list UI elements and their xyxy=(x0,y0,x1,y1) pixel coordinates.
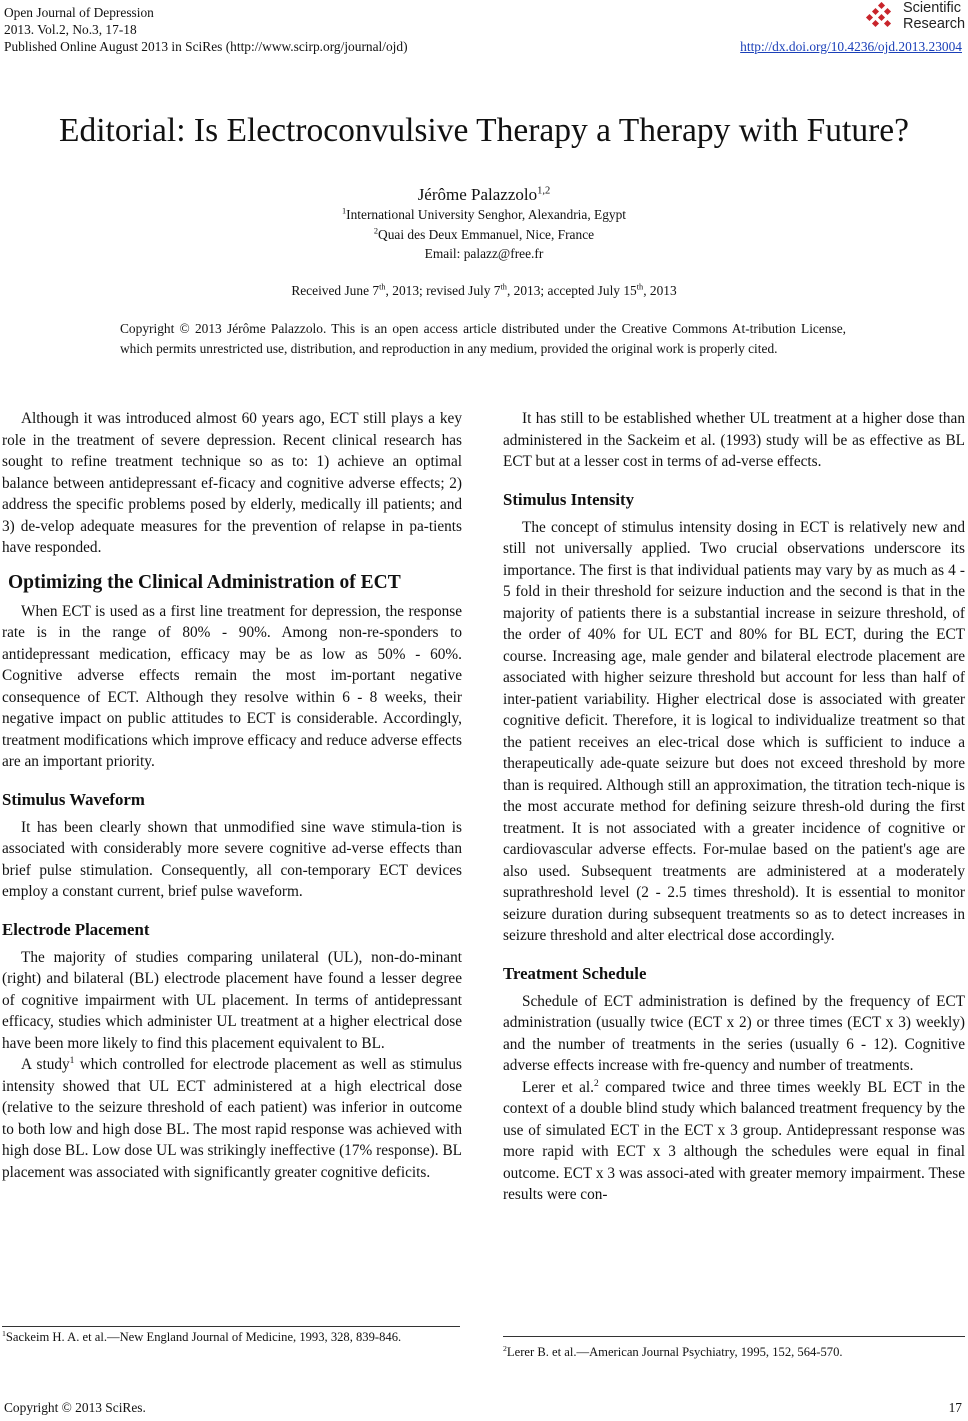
waveform-paragraph: It has been clearly shown that unmodified sine wave stimula-tion is associated with considerably more severe cognitive ad-verse effects than brief pulse stimulation. Consequently, all con-temporary ECT devices employ a constant current, brief pulse waveform. xyxy=(2,818,462,900)
intro-paragraph: Although it was introduced almost 60 years ago, ECT still plays a key role in the treatment of severe depression. Recent clinical research has sought to refine treatment technique so as to: 1) achieve an optimal balance between antidepressant ef-ficacy and cognitive adverse effects; 2) address the specific problems posed by elderly, medically ill patients; and 3) de-velop adequate measures for the prevention of relapse in pa-tients have responded. xyxy=(2,410,462,556)
electrode-paragraph-1: The majority of studies comparing unilateral (UL), non-do-minant (right) and bilateral (BL) electrode placement have found a lesser degree of cognitive impairment with UL placement. In terms of antidepressant efficacy, studies which administer UL treatment at a higher electrical dose have been more likely to find this placement equivalent to BL. xyxy=(2,948,462,1052)
affiliation-1-mark: 1 xyxy=(341,206,347,216)
footnote-1 xyxy=(2,1329,462,1346)
section-heading: Optimizing the Clinical Administration of ECT xyxy=(8,571,401,593)
affiliation-1-text: International University Senghor, Alexandria, Egypt xyxy=(346,207,626,222)
page-number: 17 xyxy=(948,1400,962,1415)
author-email: Email: palazz@free.fr xyxy=(424,246,544,261)
right-footnote-rule xyxy=(503,1336,965,1337)
journal-name: Open Journal of Depression xyxy=(4,5,154,20)
received-text: Received June 7 xyxy=(291,283,380,298)
footnote-2 xyxy=(503,1344,965,1361)
schedule-heading: Treatment Schedule xyxy=(503,963,647,983)
affiliation-2 xyxy=(0,227,968,243)
copyright-notice: Copyright © 2013 Jérôme Palazzolo. This is an open access article distributed under the Creative Commons At-tribution License, which permits unrestricted use, distribution, and reproduction in any medium, provided the original work is properly cited. xyxy=(120,321,846,356)
published-line: Published Online August 2013 in SciRes (http://www.scirp.org/journal/ojd) xyxy=(4,39,408,54)
doi-link[interactable]: http://dx.doi.org/10.4236/ojd.2013.23004 xyxy=(740,39,962,54)
author-line xyxy=(0,185,968,205)
section-paragraph: When ECT is used as a first line treatment for depression, the response rate is in the range of 80% - 90%. Among non-re-sponders to antidepressant medication, efficacy may be as low as 50% - 60%. Cognitive adverse effects remain the most im-portant negative consequence of ECT. Although they resolve within 6 - 8 weeks, their negative impact on public attitudes to ECT is considerable. Accordingly, treatment modifications which improve efficacy and reduce adverse effects are an important priority. xyxy=(2,602,462,770)
author-name: Jérôme Palazzolo xyxy=(417,185,538,204)
electrode-heading: Electrode Placement xyxy=(2,919,150,939)
article-title: Editorial: Is Electroconvulsive Therapy a Therapy with Future? xyxy=(59,112,909,149)
year-text: , 2013 xyxy=(643,283,677,298)
publisher-logo-icon xyxy=(865,2,897,32)
intensity-heading: Stimulus Intensity xyxy=(503,489,635,509)
right-intro-paragraph: It has still to be established whether UL treatment at a higher dose than administered in the Sackeim et al. (1993) study will be as effective as BL ECT but at a lesser cost in terms of ad-verse effects. xyxy=(503,410,965,470)
publisher-logo-line1: Scientific xyxy=(903,0,962,16)
received-sup: th xyxy=(379,282,386,292)
publisher-logo-line2: Research xyxy=(903,16,966,32)
schedule-para2-lead: Lerer et al. xyxy=(522,1078,594,1096)
revised-text: , 2013; revised July 7 xyxy=(385,283,501,298)
received-dates xyxy=(0,283,968,299)
affiliation-1 xyxy=(0,207,968,223)
electrode-para2-body: which controlled for electrode placement as well as stimulus intensity showed that UL ECT administered at a high electrical dose (relative to the seizure threshold of each patient) was inferior in outcome to both low and high dose BL. The most rapid response was achieved with high dose BL. Low dose UL was strikingly ineffective (17% response). BL placement was associated with significantly greater cognitive deficits. xyxy=(2,1056,462,1181)
waveform-heading: Stimulus Waveform xyxy=(2,789,145,809)
author-affiliation-marks: 1,2 xyxy=(537,185,551,197)
schedule-paragraph-1: Schedule of ECT administration is defined by the frequency of ECT administration (usually twice (ECT x 2) or three times (ECT x 3) weekly) and the number of treatments in the series (usually 6 - 12). Cognitive adverse effects increase with fre-quency and number of treatments. xyxy=(503,992,965,1074)
right-column xyxy=(503,408,965,1206)
footnote-2-mark: 2 xyxy=(503,1343,507,1353)
intensity-paragraph: The concept of stimulus intensity dosing in ECT is relatively new and still not universally applied. Two crucial observations underscore its importance. The first is that individual patients may vary by as much as 4 - 5 fold in their threshold for seizure induction and the second is that in the majority of patients there is a substantial increase in seizure threshold, of the order of 40% for UL ECT and 80% for BL ECT, during the ECT course. Increasing age, male gender and bilateral electrode placement are associated with higher seizure threshold but account for less than half of inter-patient variability. Higher electrical dose is associated with greater cognitive deficit. Therefore, it is logical to individualize treatment so that the patient receives an elec-trical dose which is sufficient to induce a therapeutically ade-quate seizure but does not exceed threshold by more than is required. Although still an approximation, the titration tech-nique is the most accurate method for defining seizure thresh-old during the first treatment. It is not associated with a greater incidence of cognitive or cardiovascular adverse effects. For-mulae based on the patient's age are also used. Subsequent treatments are administered at a moderately suprathreshold level (2 - 2.5 times threshold). It is essential to monitor seizure duration during subsequent treatments so as to detect increases in seizure threshold and alter electrical dose accordingly. xyxy=(503,518,965,944)
revised-sup: th xyxy=(500,282,507,292)
footnote-2-text: Lerer B. et al.—American Journal Psychiatry, 1995, 152, 564-570. xyxy=(506,1345,843,1359)
footnote-ref-1[interactable]: 1 xyxy=(69,1055,75,1066)
schedule-paragraph-2 xyxy=(503,1077,965,1206)
journal-header xyxy=(4,4,408,55)
footnote-1-mark: 1 xyxy=(2,1328,6,1338)
left-footnote-rule xyxy=(2,1326,460,1327)
schedule-para2-body: compared twice and three times weekly BL ECT in the context of a double blind study which balanced treatment frequency by the use of simulated ECT in the ECT x 3 group. Antidepressant response was more rapid with ECT x 3 although the schedules were equal in final outcome. ECT x 3 was associ-ated with greater memory impairment. These results were con- xyxy=(503,1078,965,1203)
accepted-text: , 2013; accepted July 15 xyxy=(506,283,637,298)
accepted-sup: th xyxy=(636,282,644,292)
electrode-para2-lead: A study xyxy=(21,1056,70,1073)
publisher-logo xyxy=(865,0,965,34)
footnote-1-text: Sackeim H. A. et al.—New England Journal of Medicine, 1993, 328, 839-846. xyxy=(5,1330,402,1344)
footer-copyright: Copyright © 2013 SciRes. xyxy=(4,1400,146,1415)
affiliation-2-text: Quai des Deux Emmanuel, Nice, France xyxy=(378,227,595,242)
journal-volume: 2013. Vol.2, No.3, 17-18 xyxy=(4,22,137,37)
footnote-ref-2[interactable]: 2 xyxy=(593,1078,599,1089)
electrode-paragraph-2 xyxy=(2,1054,462,1183)
left-column xyxy=(2,408,462,1183)
affiliation-2-mark: 2 xyxy=(373,226,379,236)
